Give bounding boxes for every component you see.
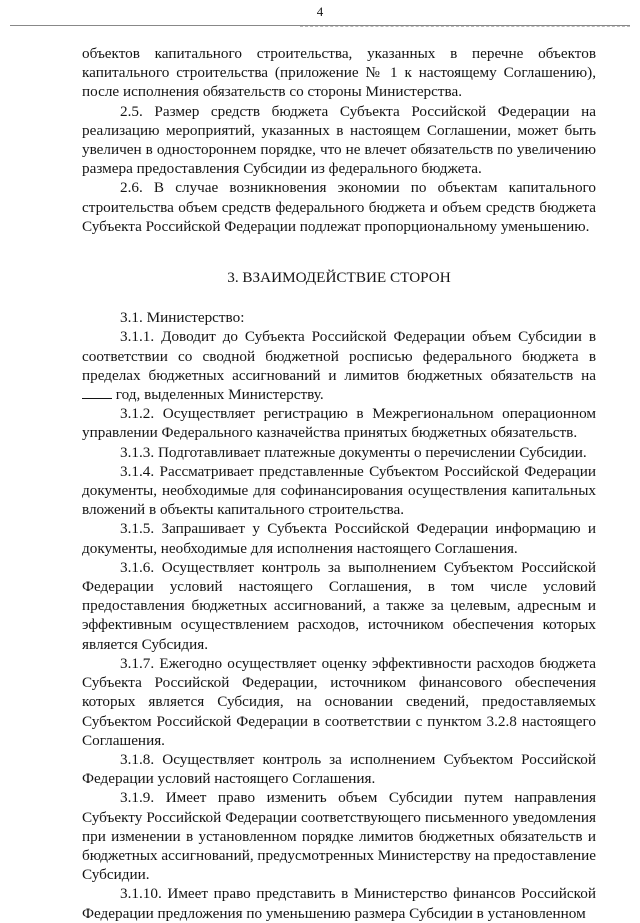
- clause-3-1-intro: 3.1. Министерство:: [120, 309, 245, 327]
- clause-3-1-9: 3.1.9. Имеет право изменить объем Субсидии путем направления Субъекту Российской Федерации соответствующего письменного уведомления при изменении в установленном порядке лимитов бюджетных обязательств и бюджетных ассигнований, предусмотренных Министерству на предоставление Субсидии.: [82, 789, 596, 884]
- document-body: [82, 44, 596, 923]
- paragraph-2-5: 2.5. Размер средств бюджета Субъекта Российской Федерации на реализацию мероприятий, указанных в настоящем Соглашении, может быть увеличен в одностороннем порядке, что не влечет обязательств по увеличению размера предоставления Субсидии из федерального бюджета.: [82, 102, 596, 178]
- paragraph-2-6: 2.6. В случае возникновения экономии по объектам капитального строительства объем средств федерального бюджета и объем средств бюджета Субъекта Российской Федерации подлежат пропорциональному уменьшению.: [82, 179, 596, 235]
- clause-3-1-2: 3.1.2. Осуществляет регистрацию в Межрегиональном операционном управлении Федерального казначейства принятых бюджетных обязательств.: [82, 405, 596, 442]
- clause-3-1-10: 3.1.10. Имеет право представить в Министерство финансов Российской Федерации предложения по уменьшению размера Субсидии в установленном: [82, 885, 596, 922]
- page-number: 4: [316, 4, 324, 19]
- year-blank-field: [82, 386, 112, 399]
- clause-3-1-4: 3.1.4. Рассматривает представленные Субъектом Российской Федерации документы, необходимые для софинансирования осуществления капитальных вложений в объекты капитального строительства.: [82, 462, 596, 519]
- paragraph-continued: объектов капитального строительства, указанных в перечне объектов капитального строительства (приложение № 1 к настоящему Соглашению), после исполнения обязательств со стороны Министерства.: [82, 45, 596, 101]
- clause-3-1-1-tail: год, выделенных Министерству.: [115, 386, 324, 404]
- clause-3-1-3: 3.1.3. Подготавливает платежные документы о перечислении Субсидии.: [120, 443, 587, 461]
- clause-3-1-7: 3.1.7. Ежегодно осуществляет оценку эффективности расходов бюджета Субъекта Российской Федерации, источником финансового обеспечения которых является Субсидия, на основании сведений, предоставляемых Субъектом Российской Федерации в соответствии с пунктом 3.2.8 настоящего Соглашения.: [82, 654, 596, 749]
- clause-3-1-6: 3.1.6. Осуществляет контроль за выполнением Субъектом Российской Федерации условий настоящего Соглашения, в том числе условий предоставления бюджетных ассигнований, а также за целевым, адресным и эффективным осуществлением расходов, источником обеспечения которых является Субсидия.: [82, 558, 596, 653]
- clause-3-1-1: [82, 327, 596, 404]
- clause-3-1-1-text: 3.1.1. Доводит до Субъекта Российской Федерации объем Субсидии в соответствии со сводной бюджетной росписью федерального бюджета в пределах бюджетных ассигнований и лимитов бюджетных обязательств на: [82, 328, 596, 384]
- scan-top-dashes: [300, 26, 630, 27]
- clause-3-1-8: 3.1.8. Осуществляет контроль за исполнением Субъектом Российской Федерации условий настоящего Соглашения.: [82, 750, 596, 788]
- clause-3-1-5: 3.1.5. Запрашивает у Субъекта Российской Федерации информацию и документы, необходимые для исполнения настоящего Соглашения.: [82, 520, 596, 557]
- section-heading: 3. ВЗАИМОДЕЙСТВИЕ СТОРОН: [227, 269, 451, 287]
